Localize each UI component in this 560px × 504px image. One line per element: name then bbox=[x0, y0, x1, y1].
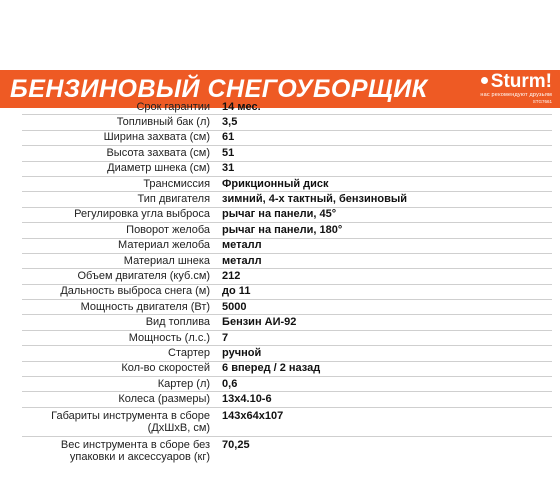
spec-label: Объем двигателя (куб.см) bbox=[22, 269, 216, 284]
model-code: STG7661 bbox=[532, 99, 552, 104]
spec-row bbox=[22, 192, 552, 207]
spec-label: Тип двигателя bbox=[22, 192, 216, 207]
spec-table-body bbox=[22, 100, 552, 465]
spec-row bbox=[22, 176, 552, 191]
spec-row bbox=[22, 315, 552, 330]
spec-value: 6 вперед / 2 назад bbox=[216, 361, 552, 376]
spec-value: 143х64х107 bbox=[216, 407, 552, 436]
spec-value: 3,5 bbox=[216, 115, 552, 130]
brand-name: Sturm! bbox=[490, 71, 552, 92]
spec-row bbox=[22, 223, 552, 238]
spec-value: 31 bbox=[216, 161, 552, 176]
spec-row bbox=[22, 407, 552, 436]
spec-row bbox=[22, 100, 552, 115]
spec-label: Стартер bbox=[22, 346, 216, 361]
spec-row bbox=[22, 284, 552, 299]
spec-label: Регулировка угла выброса bbox=[22, 207, 216, 222]
spec-row bbox=[22, 346, 552, 361]
spec-row bbox=[22, 377, 552, 392]
spec-value: 13х4.10-6 bbox=[216, 392, 552, 407]
spec-row bbox=[22, 130, 552, 145]
page-title: БЕНЗИНОВЫЙ СНЕГОУБОРЩИК bbox=[10, 75, 428, 103]
spec-label: Колеса (размеры) bbox=[22, 392, 216, 407]
spec-row bbox=[22, 115, 552, 130]
spec-label: Габариты инструмента в сборе (ДхШхВ, см) bbox=[22, 407, 216, 436]
spec-label: Кол-во скоростей bbox=[22, 361, 216, 376]
spec-label: Топливный бак (л) bbox=[22, 115, 216, 130]
spec-value: 0,6 bbox=[216, 377, 552, 392]
spec-value: ручной bbox=[216, 346, 552, 361]
spec-value: рычаг на панели, 45° bbox=[216, 207, 552, 222]
spec-value: 14 мес. bbox=[216, 100, 552, 115]
spec-value: 5000 bbox=[216, 300, 552, 315]
spec-label: Высота захвата (см) bbox=[22, 146, 216, 161]
spec-row bbox=[22, 207, 552, 222]
brand-tagline: нас рекомендуют друзьям bbox=[480, 92, 552, 98]
spec-label: Картер (л) bbox=[22, 377, 216, 392]
spec-value: металл bbox=[216, 238, 552, 253]
spec-row bbox=[22, 300, 552, 315]
spec-value: зимний, 4-х тактный, бензиновый bbox=[216, 192, 552, 207]
spec-row bbox=[22, 238, 552, 253]
spec-row bbox=[22, 269, 552, 284]
spec-row bbox=[22, 361, 552, 376]
spec-label: Трансмиссия bbox=[22, 176, 216, 191]
spec-label: Ширина захвата (см) bbox=[22, 130, 216, 145]
spec-row bbox=[22, 253, 552, 268]
spec-label: Материал шнека bbox=[22, 253, 216, 268]
spec-label: Диаметр шнека (см) bbox=[22, 161, 216, 176]
spec-label: Вид топлива bbox=[22, 315, 216, 330]
spec-table bbox=[22, 100, 552, 465]
spec-value: 7 bbox=[216, 330, 552, 345]
spec-row bbox=[22, 146, 552, 161]
spec-value: 51 bbox=[216, 146, 552, 161]
spec-value: Бензин АИ-92 bbox=[216, 315, 552, 330]
spec-value: 61 bbox=[216, 130, 552, 145]
spec-value: до 11 bbox=[216, 284, 552, 299]
spec-label: Дальность выброса снега (м) bbox=[22, 284, 216, 299]
spec-value: 212 bbox=[216, 269, 552, 284]
spec-value: Фрикционный диск bbox=[216, 176, 552, 191]
brand-wordmark bbox=[481, 72, 552, 92]
spec-row bbox=[22, 392, 552, 407]
spec-label: Мощность двигателя (Вт) bbox=[22, 300, 216, 315]
spec-label: Мощность (л.с.) bbox=[22, 330, 216, 345]
spec-value: рычаг на панели, 180° bbox=[216, 223, 552, 238]
brand-dot-icon bbox=[481, 77, 488, 84]
spec-label: Срок гарантии bbox=[22, 100, 216, 115]
spec-value: 70,25 bbox=[222, 438, 250, 451]
spec-row bbox=[22, 161, 552, 176]
spec-value: металл bbox=[216, 253, 552, 268]
spec-label: Материал желоба bbox=[22, 238, 216, 253]
spec-label: Вес инструмента в сборе без упаковки и аксессуаров (кг) bbox=[60, 438, 211, 463]
spec-label: Поворот желоба bbox=[22, 223, 216, 238]
spec-row bbox=[22, 330, 552, 345]
spec-row bbox=[22, 436, 552, 465]
